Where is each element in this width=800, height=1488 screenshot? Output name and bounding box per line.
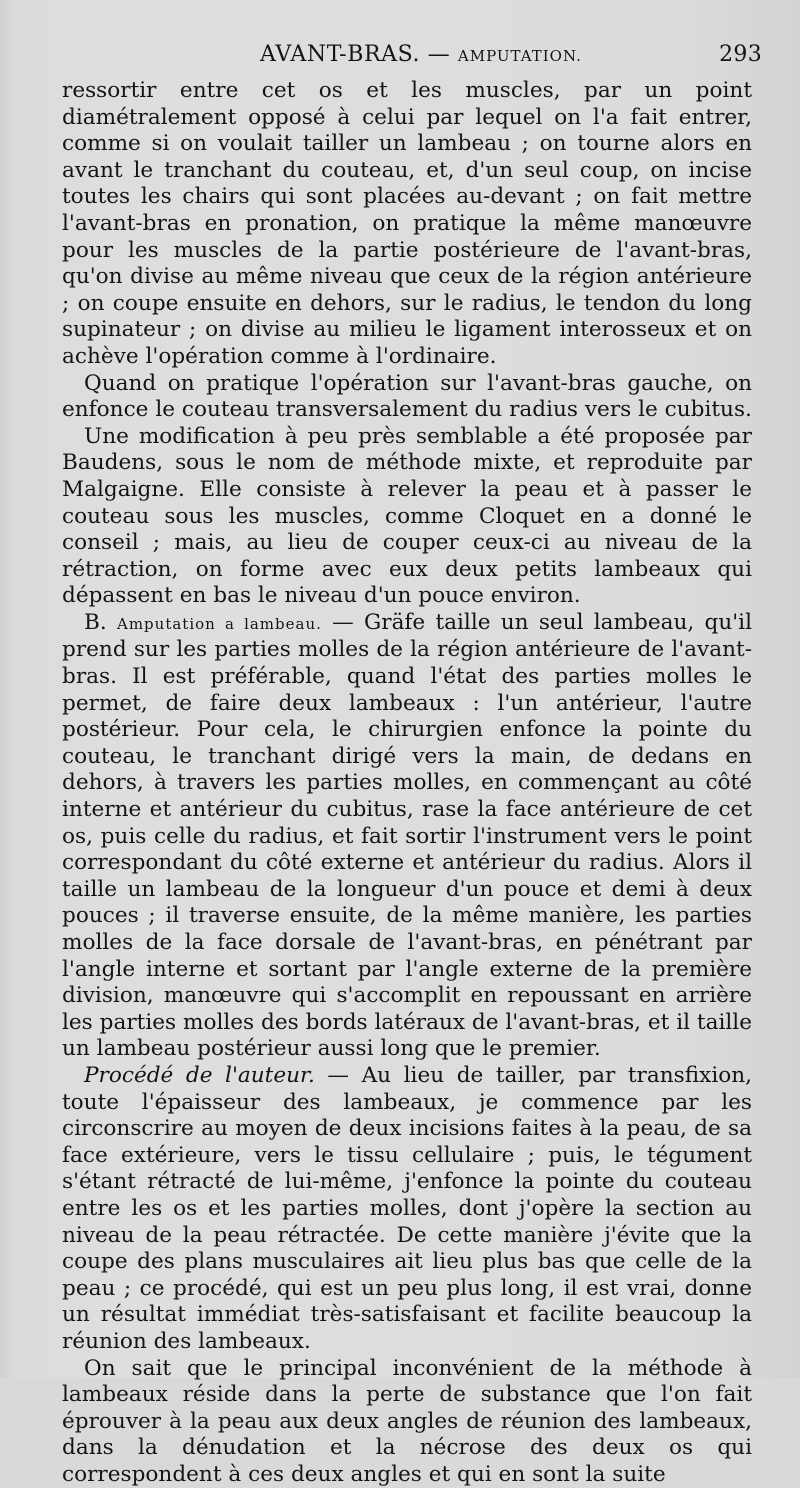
paragraph-5-text: — Au lieu de tailler, par transfixion, toute l'épaisseur des lambeaux, je commence par les circonscrire au moyen de deux incisions faites à la peau, de sa face extérieure, vers le tissu cellulaire ; puis, le tégument s'étant rétracté de lui-même, j'enfonce la pointe du couteau entre les os et les parties molles, dont j'opère la section au niveau de la peau rétractée. De cette manière j'évite que la coupe des plans musculaires ait lieu plus bas que celle de la peau ; ce procédé, qui est un peu plus long, il est vrai, donne un résultat immédiat très-satisfaisant et facilite beaucoup la réunion des lambeaux. bbox=[62, 1063, 752, 1354]
section-heading: Amputation a lambeau. bbox=[117, 615, 322, 633]
header-subtitle: AMPUTATION. bbox=[458, 47, 582, 65]
paragraph-1: ressortir entre cet os et les muscles, par un point diamétralement opposé à celui par lequel on l'a fait entrer, comme si on voulait tailler un lambeau ; on tourne alors en avant le tranchant du couteau, et, d'un seul coup, on incise toutes les chairs qui sont placées au-devant ; on fait mettre l'avant-bras en pronation, on pratique la même manœuvre pour les muscles de la partie postérieure de l'avant-bras, qu'on divise au même niveau que ceux de la région antérieure ; on coupe ensuite en dehors, sur le radius, le tendon du long supinateur ; on divise au milieu le ligament interosseux et on achève l'opération comme à l'ordinaire. bbox=[62, 78, 752, 371]
page-number: 293 bbox=[719, 42, 762, 67]
paragraph-4 bbox=[62, 610, 752, 1063]
procedure-heading: Procédé de l'auteur. bbox=[84, 1063, 315, 1088]
header-title bbox=[260, 42, 582, 67]
paragraph-5 bbox=[62, 1063, 752, 1356]
paragraph-4-text: — Gräfe taille un seul lambeau, qu'il prend sur les parties molles de la région antérieure de l'avant-bras. Il est préférable, quand l'état des parties molles le permet, de faire deux lambeaux : l'un antérieur, l'autre postérieur. Pour cela, le chirurgien enfonce la pointe du couteau, le tranchant dirigé vers la main, de dedans en dehors, à travers les parties molles, en commençant au côté interne et antérieur du cubitus, rase la face antérieure de cet os, puis celle du radius, et fait sortir l'instrument vers le point correspondant du côté externe et antérieur du radius. Alors il taille un lambeau de la longueur d'un pouce et demi à deux pouces ; il traverse ensuite, de la même manière, les parties molles de la face dorsale de l'avant-bras, en pénétrant par l'angle interne et sortant par l'angle externe de la première division, manœuvre qui s'accomplit en repoussant en arrière les parties molles des bords latéraux de l'avant-bras, et il taille un lambeau postérieur aussi long que le premier. bbox=[62, 610, 752, 1062]
section-marker: B. bbox=[84, 610, 117, 635]
header-title-text: AVANT-BRAS. — bbox=[260, 42, 450, 67]
body-text bbox=[62, 78, 752, 1488]
running-head bbox=[62, 42, 762, 72]
paragraph-2: Quand on pratique l'opération sur l'avant-bras gauche, on enfonce le couteau transversalement du radius vers le cubitus. bbox=[62, 371, 752, 424]
paragraph-6: On sait que le principal inconvénient de la méthode à lambeaux réside dans la perte de substance que l'on fait éprouver à la peau aux deux angles de réunion des lambeaux, dans la dénudation et la nécrose des deux os qui correspondent à ces deux angles et qui en sont la suite bbox=[62, 1356, 752, 1488]
paragraph-3: Une modification à peu près semblable a été proposée par Baudens, sous le nom de méthode mixte, et reproduite par Malgaigne. Elle consiste à relever la peau et à passer le couteau sous les muscles, comme Cloquet en a donné le conseil ; mais, au lieu de couper ceux-ci au niveau de la rétraction, on forme avec eux deux petits lambeaux qui dépassent en bas le niveau d'un pouce environ. bbox=[62, 424, 752, 610]
